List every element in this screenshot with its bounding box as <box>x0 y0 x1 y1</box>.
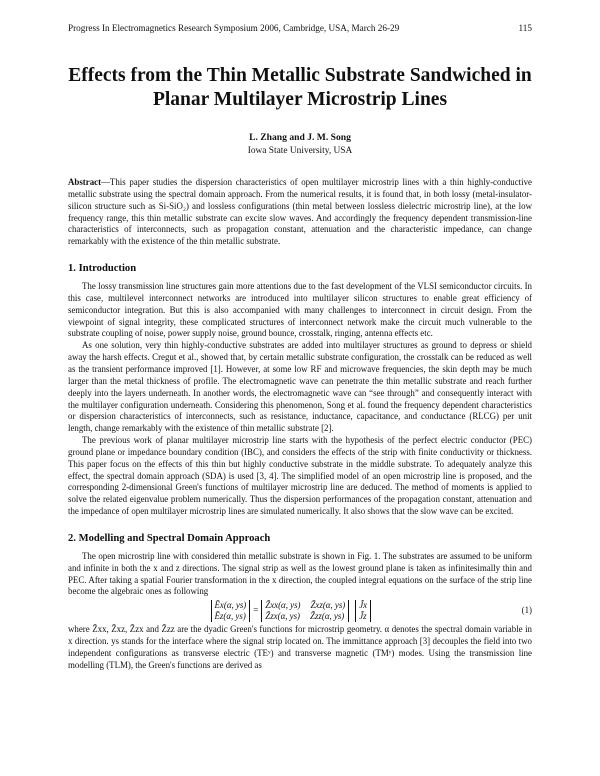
lhs-vector <box>211 600 251 622</box>
authors: L. Zhang and J. M. Song <box>249 132 351 143</box>
paper-title: Effects from the Thin Metallic Substrate Sandwiched in Planar Multilayer Microstrip Lines <box>68 65 532 110</box>
current-vector <box>355 600 371 622</box>
paragraph: The previous work of planar multilayer microstrip line starts with the hypothesis of the perfect electric conductor (PEC) ground plane or impedance boundary condition (IBC), and considers the effects of the strip with finite conductivity or thickness. This paper focus on the effects of this thin but highly conductive substrate in the middle substrate. To adequately analyze this effect, the spectral domain approach (SDA) is used [3, 4]. The simplified model of an open microstrip line is proposed, and the corresponding 2-dimensional Green's functions of multilayer microstrip line are deduced. The method of moments is applied to solve the related eigenvalue problem numerically. Thus the dispersion performances of the propagation constant, attenuation and the impedance of open multilayer microstrip lines are simulated numerically. It also shows that the slow wave can be excited. <box>68 435 532 517</box>
abstract-label: Abstract <box>68 177 102 187</box>
matrix-entry: Z̃zz(α, ys) <box>310 611 345 622</box>
matrix-entry: Z̃xz(α, ys) <box>310 600 346 611</box>
matrix-entry: Z̃xx(α, ys) <box>265 600 301 611</box>
conference-name: Progress In Electromagnetics Research Symposium 2006, Cambridge, USA, March 26-29 <box>68 23 400 33</box>
matrix-entry: Z̃zx(α, ys) <box>265 611 301 622</box>
paper-body <box>68 177 532 672</box>
lhs-entry: Ẽz(α, ys) <box>214 611 246 622</box>
paragraph: The lossy transmission line structures gain more attentions due to the fast development of the VLSI semiconductor circuits. In this case, multilevel interconnect networks are introduced into multilayer silicon structures to enable great efficiency of semiconductor integration. But this is also accompanied with many challenges to interconnect in circuit design. From the viewpoint of signal integrity, these complicated structures of interconnect network make the circuit much vulnerable to the substrate coupling of noise, power supply noise, ground bounce, crosstalk, ringing, antenna effects etc. <box>68 281 532 339</box>
equals-sign: = <box>253 605 259 616</box>
page-number: 115 <box>518 23 532 33</box>
abstract-text: —This paper studies the dispersion characteristics of open multilayer microstrip lines with a thin highly-conductive metallic substrate using the spectral domain approach. From the numerical results, it is found that, in both lossy (metal-insulator-silicon structure such as Si-SiO₂) and lossless configurations (thin metal between lossless dielectric microstrip line), at the low frequency range, this thin metallic substrate can excite slow waves. And accordingly the frequency dependent transmission-line characteristics of interconnects, such as propagation constant, attenuation and the characteristic impedance, can change remarkably with the existence of the thin metallic substrate. <box>68 177 532 247</box>
section-heading: 1. Introduction <box>68 263 137 275</box>
section-heading: 2. Modelling and Spectral Domain Approach <box>68 532 271 544</box>
paragraph: where Z̃xx, Z̃xz, Z̃zx and Z̃zz are the dyadic Green's functions for microstrip geometry. α denotes the spectral domain variable in x direction. ys stands for the interface where the signal strip located on. The immittance approach [3] decouples the field into two independent configurations as transverse electric (TEʸ) and transverse magnetic (TMʸ) modes. Using the transmission line modelling (TLM), the Green's functions are derived as <box>68 624 532 670</box>
paragraph: The open microstrip line with considered thin metallic substrate is shown in Fig. 1. The substrates are assumed to be uniform and infinite in both the x and z directions. The signal strip as well as the lowest ground plane is taken as infinitesimally thin and PEC. After taking a spatial Fourier transformation in the x direction, the coupled integral equations on the surface of the strip line become the algebraic ones as following <box>68 550 532 597</box>
affiliation: Iowa State University, USA <box>247 146 353 156</box>
equation-number: (1) <box>521 605 532 616</box>
impedance-matrix <box>261 600 349 622</box>
equation-1 <box>68 600 532 622</box>
running-header <box>68 22 532 34</box>
rhs-entry: J̃x <box>359 600 368 611</box>
abstract <box>68 177 532 248</box>
lhs-entry: Ẽx(α, ys) <box>214 600 247 611</box>
equation-body <box>68 600 514 622</box>
rhs-entry: J̃z <box>359 611 367 622</box>
paragraph: As one solution, very thin highly-conductive substrates are added into multilayer structures as ground to depress or shield away the harsh effects. Cregut et al., showed that, by certain metallic substrate configuration, the crosstalk can be reduced as well as the transient performance improved [1]. However, at some low RF and microwave frequencies, the skin depth may be much larger than the metal thickness of profile. The electromagnetic wave can penetrate the thin metallic substrate and reach further deeply into the layers underneath. In another words, the electromagnetic wave can “see through” and consequently interact with the multilayer configuration underneath. Considering this phenomenon, Song et al. found the frequency dependent characteristics or dispersion characteristics of interconnects, such as resistance, inductance, capacitance, and conductance (RLCG) per unit length, change remarkably with the existence of thin metallic substrate [2]. <box>68 340 532 434</box>
